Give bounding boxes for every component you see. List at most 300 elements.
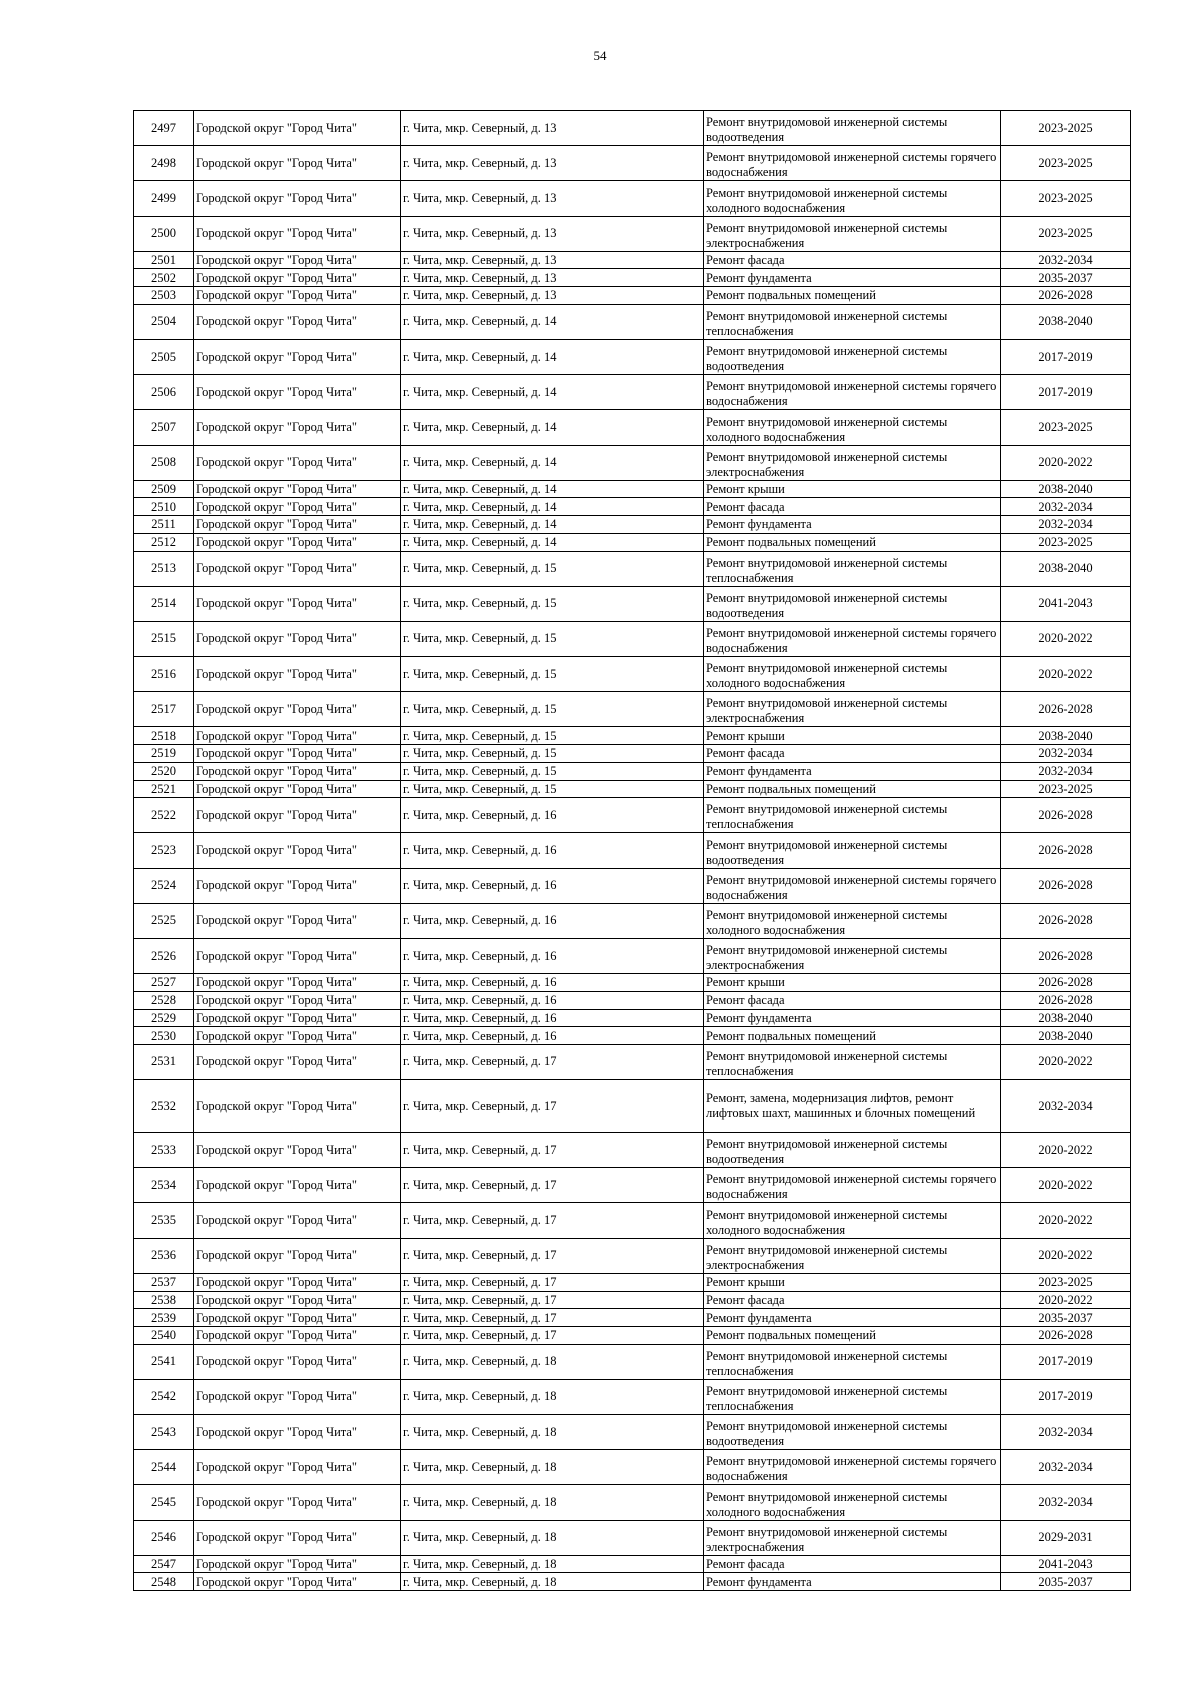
period-cell: 2023-2025 [1001, 216, 1131, 251]
work-type-cell: Ремонт подвальных помещений [704, 780, 1001, 798]
municipality-cell: Городской округ "Город Чита" [194, 621, 401, 656]
table-row [134, 410, 1131, 445]
address-cell: г. Чита, мкр. Северный, д. 17 [401, 1203, 704, 1238]
row-number-cell: 2535 [134, 1203, 194, 1238]
municipality-cell: Городской округ "Город Чита" [194, 586, 401, 621]
municipality-cell: Городской округ "Город Чита" [194, 251, 401, 269]
address-cell: г. Чита, мкр. Северный, д. 17 [401, 1291, 704, 1309]
address-cell: г. Чита, мкр. Северный, д. 17 [401, 1080, 704, 1133]
work-type-cell: Ремонт внутридомовой инженерной системы водоотведения [704, 586, 1001, 621]
work-type-cell: Ремонт фасада [704, 251, 1001, 269]
work-type-cell: Ремонт фундамента [704, 1009, 1001, 1027]
row-number-cell: 2517 [134, 692, 194, 727]
row-number-cell: 2537 [134, 1273, 194, 1291]
row-number-cell: 2529 [134, 1009, 194, 1027]
address-cell: г. Чита, мкр. Северный, д. 18 [401, 1555, 704, 1573]
municipality-cell: Городской округ "Город Чита" [194, 1044, 401, 1079]
table-row [134, 287, 1131, 305]
period-cell: 2026-2028 [1001, 974, 1131, 992]
period-cell: 2032-2034 [1001, 745, 1131, 763]
row-number-cell: 2538 [134, 1291, 194, 1309]
row-number-cell: 2545 [134, 1485, 194, 1520]
row-number-cell: 2533 [134, 1133, 194, 1168]
work-type-cell: Ремонт, замена, модернизация лифтов, ремонт лифтовых шахт, машинных и блочных помещений [704, 1080, 1001, 1133]
table-row [134, 692, 1131, 727]
table-row [134, 833, 1131, 868]
period-cell: 2023-2025 [1001, 533, 1131, 551]
table-row [134, 657, 1131, 692]
municipality-cell: Городской округ "Город Чита" [194, 974, 401, 992]
address-cell: г. Чита, мкр. Северный, д. 15 [401, 621, 704, 656]
table-row [134, 780, 1131, 798]
period-cell: 2032-2034 [1001, 1450, 1131, 1485]
address-cell: г. Чита, мкр. Северный, д. 15 [401, 762, 704, 780]
address-cell: г. Чита, мкр. Северный, д. 14 [401, 445, 704, 480]
work-type-cell: Ремонт крыши [704, 974, 1001, 992]
table-row [134, 1379, 1131, 1414]
work-type-cell: Ремонт подвальных помещений [704, 533, 1001, 551]
table-row [134, 1027, 1131, 1045]
row-number-cell: 2541 [134, 1344, 194, 1379]
work-type-cell: Ремонт внутридомовой инженерной системы водоотведения [704, 1414, 1001, 1449]
address-cell: г. Чита, мкр. Северный, д. 18 [401, 1520, 704, 1555]
work-type-cell: Ремонт внутридомовой инженерной системы холодного водоснабжения [704, 1485, 1001, 1520]
row-number-cell: 2524 [134, 868, 194, 903]
row-number-cell: 2543 [134, 1414, 194, 1449]
municipality-cell: Городской округ "Город Чита" [194, 340, 401, 375]
table-row [134, 1326, 1131, 1344]
period-cell: 2026-2028 [1001, 692, 1131, 727]
address-cell: г. Чита, мкр. Северный, д. 14 [401, 498, 704, 516]
address-cell: г. Чита, мкр. Северный, д. 13 [401, 216, 704, 251]
table-row [134, 1203, 1131, 1238]
row-number-cell: 2501 [134, 251, 194, 269]
address-cell: г. Чита, мкр. Северный, д. 14 [401, 410, 704, 445]
period-cell: 2020-2022 [1001, 1203, 1131, 1238]
table-row [134, 727, 1131, 745]
municipality-cell: Городской округ "Город Чита" [194, 1520, 401, 1555]
work-type-cell: Ремонт фасада [704, 1291, 1001, 1309]
municipality-cell: Городской округ "Город Чита" [194, 304, 401, 339]
work-type-cell: Ремонт фундамента [704, 269, 1001, 287]
row-number-cell: 2536 [134, 1238, 194, 1273]
table-row [134, 304, 1131, 339]
address-cell: г. Чита, мкр. Северный, д. 16 [401, 1027, 704, 1045]
row-number-cell: 2520 [134, 762, 194, 780]
municipality-cell: Городской округ "Город Чита" [194, 903, 401, 938]
row-number-cell: 2547 [134, 1555, 194, 1573]
work-type-cell: Ремонт внутридомовой инженерной системы водоотведения [704, 1133, 1001, 1168]
period-cell: 2035-2037 [1001, 1309, 1131, 1327]
period-cell: 2032-2034 [1001, 251, 1131, 269]
work-type-cell: Ремонт внутридомовой инженерной системы горячего водоснабжения [704, 621, 1001, 656]
municipality-cell: Городской округ "Город Чита" [194, 762, 401, 780]
period-cell: 2038-2040 [1001, 727, 1131, 745]
period-cell: 2020-2022 [1001, 1168, 1131, 1203]
row-number-cell: 2542 [134, 1379, 194, 1414]
period-cell: 2032-2034 [1001, 516, 1131, 534]
municipality-cell: Городской округ "Город Чита" [194, 1203, 401, 1238]
period-cell: 2017-2019 [1001, 1344, 1131, 1379]
work-type-cell: Ремонт фасада [704, 745, 1001, 763]
table-row [134, 1044, 1131, 1079]
period-cell: 2023-2025 [1001, 181, 1131, 216]
period-cell: 2023-2025 [1001, 410, 1131, 445]
work-type-cell: Ремонт внутридомовой инженерной системы холодного водоснабжения [704, 410, 1001, 445]
row-number-cell: 2526 [134, 938, 194, 973]
row-number-cell: 2544 [134, 1450, 194, 1485]
period-cell: 2038-2040 [1001, 551, 1131, 586]
table-row [134, 111, 1131, 146]
row-number-cell: 2527 [134, 974, 194, 992]
period-cell: 2020-2022 [1001, 1238, 1131, 1273]
table-row [134, 974, 1131, 992]
municipality-cell: Городской округ "Город Чита" [194, 833, 401, 868]
municipality-cell: Городской округ "Город Чита" [194, 745, 401, 763]
work-type-cell: Ремонт внутридомовой инженерной системы холодного водоснабжения [704, 181, 1001, 216]
municipality-cell: Городской округ "Город Чита" [194, 1450, 401, 1485]
table-body [134, 111, 1131, 1591]
table-row [134, 1309, 1131, 1327]
table-row [134, 181, 1131, 216]
address-cell: г. Чита, мкр. Северный, д. 16 [401, 991, 704, 1009]
row-number-cell: 2548 [134, 1573, 194, 1591]
period-cell: 2020-2022 [1001, 1044, 1131, 1079]
work-type-cell: Ремонт внутридомовой инженерной системы теплоснабжения [704, 551, 1001, 586]
address-cell: г. Чита, мкр. Северный, д. 15 [401, 780, 704, 798]
municipality-cell: Городской округ "Город Чита" [194, 938, 401, 973]
row-number-cell: 2523 [134, 833, 194, 868]
table-row [134, 1009, 1131, 1027]
address-cell: г. Чита, мкр. Северный, д. 17 [401, 1044, 704, 1079]
work-type-cell: Ремонт крыши [704, 727, 1001, 745]
period-cell: 2026-2028 [1001, 833, 1131, 868]
period-cell: 2032-2034 [1001, 498, 1131, 516]
address-cell: г. Чита, мкр. Северный, д. 16 [401, 833, 704, 868]
municipality-cell: Городской округ "Город Чита" [194, 1573, 401, 1591]
municipality-cell: Городской округ "Город Чита" [194, 1168, 401, 1203]
row-number-cell: 2516 [134, 657, 194, 692]
repair-schedule-table [133, 110, 1131, 1591]
period-cell: 2032-2034 [1001, 1414, 1131, 1449]
municipality-cell: Городской округ "Город Чита" [194, 657, 401, 692]
address-cell: г. Чита, мкр. Северный, д. 15 [401, 727, 704, 745]
row-number-cell: 2513 [134, 551, 194, 586]
work-type-cell: Ремонт внутридомовой инженерной системы горячего водоснабжения [704, 1450, 1001, 1485]
row-number-cell: 2525 [134, 903, 194, 938]
row-number-cell: 2534 [134, 1168, 194, 1203]
municipality-cell: Городской округ "Город Чита" [194, 1485, 401, 1520]
municipality-cell: Городской округ "Город Чита" [194, 1080, 401, 1133]
period-cell: 2041-2043 [1001, 586, 1131, 621]
page-number: 54 [593, 48, 607, 63]
period-cell: 2017-2019 [1001, 340, 1131, 375]
municipality-cell: Городской округ "Город Чита" [194, 1291, 401, 1309]
municipality-cell: Городской округ "Город Чита" [194, 181, 401, 216]
table-row [134, 340, 1131, 375]
row-number-cell: 2546 [134, 1520, 194, 1555]
work-type-cell: Ремонт внутридомовой инженерной системы электроснабжения [704, 692, 1001, 727]
period-cell: 2032-2034 [1001, 1080, 1131, 1133]
row-number-cell: 2518 [134, 727, 194, 745]
address-cell: г. Чита, мкр. Северный, д. 15 [401, 745, 704, 763]
work-type-cell: Ремонт внутридомовой инженерной системы электроснабжения [704, 938, 1001, 973]
table-row [134, 1238, 1131, 1273]
work-type-cell: Ремонт фасада [704, 991, 1001, 1009]
address-cell: г. Чита, мкр. Северный, д. 17 [401, 1133, 704, 1168]
address-cell: г. Чита, мкр. Северный, д. 16 [401, 798, 704, 833]
table-row [134, 938, 1131, 973]
table-row [134, 621, 1131, 656]
municipality-cell: Городской округ "Город Чита" [194, 1309, 401, 1327]
municipality-cell: Городской округ "Город Чита" [194, 480, 401, 498]
address-cell: г. Чита, мкр. Северный, д. 13 [401, 146, 704, 181]
period-cell: 2023-2025 [1001, 1273, 1131, 1291]
row-number-cell: 2507 [134, 410, 194, 445]
period-cell: 2026-2028 [1001, 938, 1131, 973]
table-row [134, 1168, 1131, 1203]
address-cell: г. Чита, мкр. Северный, д. 18 [401, 1450, 704, 1485]
table-row [134, 586, 1131, 621]
work-type-cell: Ремонт фасада [704, 498, 1001, 516]
municipality-cell: Городской округ "Город Чита" [194, 991, 401, 1009]
table-row [134, 216, 1131, 251]
work-type-cell: Ремонт крыши [704, 1273, 1001, 1291]
address-cell: г. Чита, мкр. Северный, д. 16 [401, 868, 704, 903]
address-cell: г. Чита, мкр. Северный, д. 14 [401, 304, 704, 339]
work-type-cell: Ремонт внутридомовой инженерной системы водоотведения [704, 833, 1001, 868]
municipality-cell: Городской округ "Город Чита" [194, 1555, 401, 1573]
address-cell: г. Чита, мкр. Северный, д. 18 [401, 1573, 704, 1591]
work-type-cell: Ремонт внутридомовой инженерной системы теплоснабжения [704, 1344, 1001, 1379]
municipality-cell: Городской округ "Город Чита" [194, 445, 401, 480]
table-row [134, 1450, 1131, 1485]
period-cell: 2026-2028 [1001, 903, 1131, 938]
municipality-cell: Городской округ "Город Чита" [194, 780, 401, 798]
period-cell: 2020-2022 [1001, 1133, 1131, 1168]
municipality-cell: Городской округ "Город Чита" [194, 375, 401, 410]
period-cell: 2026-2028 [1001, 798, 1131, 833]
address-cell: г. Чита, мкр. Северный, д. 15 [401, 551, 704, 586]
table-row [134, 762, 1131, 780]
row-number-cell: 2539 [134, 1309, 194, 1327]
table-row [134, 375, 1131, 410]
address-cell: г. Чита, мкр. Северный, д. 16 [401, 974, 704, 992]
period-cell: 2038-2040 [1001, 1027, 1131, 1045]
period-cell: 2038-2040 [1001, 304, 1131, 339]
work-type-cell: Ремонт внутридомовой инженерной системы водоотведения [704, 111, 1001, 146]
period-cell: 2026-2028 [1001, 991, 1131, 1009]
municipality-cell: Городской округ "Город Чита" [194, 1009, 401, 1027]
row-number-cell: 2508 [134, 445, 194, 480]
table-row [134, 1133, 1131, 1168]
row-number-cell: 2503 [134, 287, 194, 305]
address-cell: г. Чита, мкр. Северный, д. 15 [401, 692, 704, 727]
table-row [134, 1573, 1131, 1591]
municipality-cell: Городской округ "Город Чита" [194, 1027, 401, 1045]
table-row [134, 480, 1131, 498]
table-row [134, 1520, 1131, 1555]
period-cell: 2026-2028 [1001, 287, 1131, 305]
row-number-cell: 2498 [134, 146, 194, 181]
row-number-cell: 2512 [134, 533, 194, 551]
address-cell: г. Чита, мкр. Северный, д. 14 [401, 340, 704, 375]
address-cell: г. Чита, мкр. Северный, д. 17 [401, 1238, 704, 1273]
address-cell: г. Чита, мкр. Северный, д. 17 [401, 1273, 704, 1291]
work-type-cell: Ремонт внутридомовой инженерной системы горячего водоснабжения [704, 375, 1001, 410]
municipality-cell: Городской округ "Город Чита" [194, 1238, 401, 1273]
work-type-cell: Ремонт внутридомовой инженерной системы холодного водоснабжения [704, 657, 1001, 692]
municipality-cell: Городской округ "Город Чита" [194, 798, 401, 833]
address-cell: г. Чита, мкр. Северный, д. 14 [401, 480, 704, 498]
address-cell: г. Чита, мкр. Северный, д. 17 [401, 1168, 704, 1203]
period-cell: 2038-2040 [1001, 480, 1131, 498]
row-number-cell: 2504 [134, 304, 194, 339]
work-type-cell: Ремонт подвальных помещений [704, 1326, 1001, 1344]
table-row [134, 903, 1131, 938]
municipality-cell: Городской округ "Город Чита" [194, 111, 401, 146]
municipality-cell: Городской округ "Город Чита" [194, 498, 401, 516]
work-type-cell: Ремонт внутридомовой инженерной системы водоотведения [704, 340, 1001, 375]
row-number-cell: 2502 [134, 269, 194, 287]
table-row [134, 1555, 1131, 1573]
period-cell: 2017-2019 [1001, 375, 1131, 410]
row-number-cell: 2521 [134, 780, 194, 798]
work-type-cell: Ремонт внутридомовой инженерной системы горячего водоснабжения [704, 1168, 1001, 1203]
municipality-cell: Городской округ "Город Чита" [194, 1133, 401, 1168]
address-cell: г. Чита, мкр. Северный, д. 16 [401, 1009, 704, 1027]
table-row [134, 745, 1131, 763]
municipality-cell: Городской округ "Город Чита" [194, 146, 401, 181]
work-type-cell: Ремонт крыши [704, 480, 1001, 498]
table-row [134, 1273, 1131, 1291]
table-row [134, 1291, 1131, 1309]
row-number-cell: 2497 [134, 111, 194, 146]
row-number-cell: 2522 [134, 798, 194, 833]
work-type-cell: Ремонт внутридомовой инженерной системы горячего водоснабжения [704, 146, 1001, 181]
period-cell: 2029-2031 [1001, 1520, 1131, 1555]
municipality-cell: Городской округ "Город Чита" [194, 1414, 401, 1449]
address-cell: г. Чита, мкр. Северный, д. 13 [401, 269, 704, 287]
work-type-cell: Ремонт фундамента [704, 1309, 1001, 1327]
work-type-cell: Ремонт внутридомовой инженерной системы холодного водоснабжения [704, 1203, 1001, 1238]
row-number-cell: 2510 [134, 498, 194, 516]
table-row [134, 445, 1131, 480]
period-cell: 2038-2040 [1001, 1009, 1131, 1027]
row-number-cell: 2514 [134, 586, 194, 621]
period-cell: 2020-2022 [1001, 1291, 1131, 1309]
table-row [134, 1485, 1131, 1520]
address-cell: г. Чита, мкр. Северный, д. 15 [401, 657, 704, 692]
table-row [134, 498, 1131, 516]
municipality-cell: Городской округ "Город Чита" [194, 1344, 401, 1379]
row-number-cell: 2519 [134, 745, 194, 763]
work-type-cell: Ремонт внутридомовой инженерной системы горячего водоснабжения [704, 868, 1001, 903]
municipality-cell: Городской округ "Город Чита" [194, 1326, 401, 1344]
row-number-cell: 2530 [134, 1027, 194, 1045]
municipality-cell: Городской округ "Город Чита" [194, 533, 401, 551]
table-row [134, 1344, 1131, 1379]
table-row [134, 533, 1131, 551]
municipality-cell: Городской округ "Город Чита" [194, 216, 401, 251]
row-number-cell: 2499 [134, 181, 194, 216]
municipality-cell: Городской округ "Город Чита" [194, 410, 401, 445]
period-cell: 2020-2022 [1001, 657, 1131, 692]
row-number-cell: 2532 [134, 1080, 194, 1133]
address-cell: г. Чита, мкр. Северный, д. 18 [401, 1379, 704, 1414]
address-cell: г. Чита, мкр. Северный, д. 14 [401, 533, 704, 551]
address-cell: г. Чита, мкр. Северный, д. 17 [401, 1309, 704, 1327]
address-cell: г. Чита, мкр. Северный, д. 18 [401, 1485, 704, 1520]
address-cell: г. Чита, мкр. Северный, д. 14 [401, 516, 704, 534]
work-type-cell: Ремонт фундамента [704, 762, 1001, 780]
row-number-cell: 2528 [134, 991, 194, 1009]
period-cell: 2032-2034 [1001, 1485, 1131, 1520]
work-type-cell: Ремонт внутридомовой инженерной системы холодного водоснабжения [704, 903, 1001, 938]
period-cell: 2032-2034 [1001, 762, 1131, 780]
work-type-cell: Ремонт внутридомовой инженерной системы электроснабжения [704, 1520, 1001, 1555]
table-row [134, 269, 1131, 287]
row-number-cell: 2511 [134, 516, 194, 534]
address-cell: г. Чита, мкр. Северный, д. 17 [401, 1326, 704, 1344]
period-cell: 2017-2019 [1001, 1379, 1131, 1414]
table-row [134, 798, 1131, 833]
municipality-cell: Городской округ "Город Чита" [194, 727, 401, 745]
address-cell: г. Чита, мкр. Северный, д. 13 [401, 181, 704, 216]
municipality-cell: Городской округ "Город Чита" [194, 516, 401, 534]
work-type-cell: Ремонт внутридомовой инженерной системы электроснабжения [704, 1238, 1001, 1273]
work-type-cell: Ремонт фасада [704, 1555, 1001, 1573]
municipality-cell: Городской округ "Город Чита" [194, 269, 401, 287]
address-cell: г. Чита, мкр. Северный, д. 16 [401, 938, 704, 973]
address-cell: г. Чита, мкр. Северный, д. 18 [401, 1344, 704, 1379]
address-cell: г. Чита, мкр. Северный, д. 13 [401, 111, 704, 146]
period-cell: 2026-2028 [1001, 1326, 1131, 1344]
work-type-cell: Ремонт внутридомовой инженерной системы теплоснабжения [704, 1044, 1001, 1079]
period-cell: 2023-2025 [1001, 146, 1131, 181]
row-number-cell: 2540 [134, 1326, 194, 1344]
address-cell: г. Чита, мкр. Северный, д. 15 [401, 586, 704, 621]
work-type-cell: Ремонт внутридомовой инженерной системы теплоснабжения [704, 304, 1001, 339]
work-type-cell: Ремонт внутридомовой инженерной системы теплоснабжения [704, 798, 1001, 833]
municipality-cell: Городской округ "Город Чита" [194, 551, 401, 586]
period-cell: 2035-2037 [1001, 1573, 1131, 1591]
work-type-cell: Ремонт внутридомовой инженерной системы электроснабжения [704, 445, 1001, 480]
period-cell: 2041-2043 [1001, 1555, 1131, 1573]
work-type-cell: Ремонт подвальных помещений [704, 287, 1001, 305]
table-row [134, 516, 1131, 534]
table-row [134, 251, 1131, 269]
work-type-cell: Ремонт внутридомовой инженерной системы теплоснабжения [704, 1379, 1001, 1414]
address-cell: г. Чита, мкр. Северный, д. 14 [401, 375, 704, 410]
address-cell: г. Чита, мкр. Северный, д. 18 [401, 1414, 704, 1449]
table-row [134, 1080, 1131, 1133]
municipality-cell: Городской округ "Город Чита" [194, 868, 401, 903]
period-cell: 2035-2037 [1001, 269, 1131, 287]
table-row [134, 868, 1131, 903]
municipality-cell: Городской округ "Город Чита" [194, 1273, 401, 1291]
row-number-cell: 2500 [134, 216, 194, 251]
row-number-cell: 2515 [134, 621, 194, 656]
row-number-cell: 2531 [134, 1044, 194, 1079]
municipality-cell: Городской округ "Город Чита" [194, 692, 401, 727]
address-cell: г. Чита, мкр. Северный, д. 13 [401, 287, 704, 305]
table-row [134, 1414, 1131, 1449]
municipality-cell: Городской округ "Город Чита" [194, 287, 401, 305]
address-cell: г. Чита, мкр. Северный, д. 16 [401, 903, 704, 938]
address-cell: г. Чита, мкр. Северный, д. 13 [401, 251, 704, 269]
period-cell: 2020-2022 [1001, 445, 1131, 480]
